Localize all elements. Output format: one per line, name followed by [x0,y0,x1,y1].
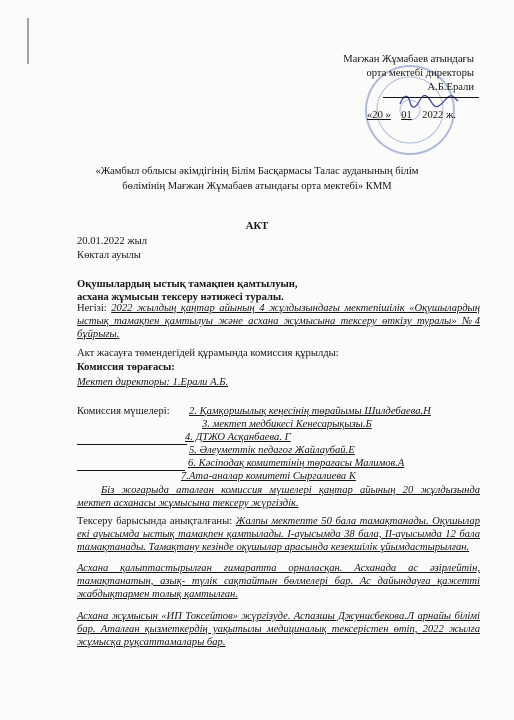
member-item: 3. мектеп медбикесі Кенесарықызы.Б [202,419,372,430]
approval-date-year: 2022 ж. [422,110,456,121]
approval-line-1: Мағжан Жұмабаев атындағы [343,54,474,65]
member-item: 7.Ата-аналар комитеті Сыргалиева К [181,471,356,482]
approval-date [367,110,456,123]
findings-label: Тексеру барысында анықталғаны: [77,516,236,527]
member-underline [77,444,187,445]
scan-edge-mark [27,18,29,64]
subject-line-2: асхана жұмысын тексеру нәтижесі туралы. [77,292,284,303]
chair-value: Мектеп директоры: 1.Ерали А.Б. [77,377,229,388]
members-label: Комиссия мүшелері: [77,406,170,417]
paragraph-staff: Асхана жұмысын «ИП Токсейтов» жүргізуде. Аспазшы Джунисбекова.Л арнайы білімі бар. Аталған қызметкердің уақытылы медициналық тексерістен өтіп, 2022 жылға жұмысқа рұқсаттамалары бар. [77,611,480,648]
approval-director-name: А.Б.Ерали [427,82,474,93]
subject-line-1: Оқушылардың ыстық тамақпен қамтылуын, [77,279,298,290]
findings-text: Жалпы мектепте 50 бала тамақтанады. Оқушылар екі ауысымда ыстық тамақпен қамтылады. I-ауысымда 38 бала, II-ауысымда 12 бала тамақтанады. Тамақтану кезінде оқушылар арасында кезекшілік ұйымдастырылған. [77,516,480,553]
document-date: 20.01.2022 жыл [77,236,148,247]
chair-label: Комиссия төрағасы: [77,362,175,373]
signature-line [383,97,479,98]
document-title: АКТ [245,221,269,232]
member-item: 6. Кәсіподақ комитетінің төрағасы Малимов.А [188,458,405,469]
member-item: 2. Қамқоршылық кеңесінің төрайымы Шилдебаева.Н [189,406,431,417]
paragraph-findings [77,516,480,555]
approval-date-day: «20 » [367,110,391,121]
paragraph-canteen: Асхана қалыптастырылған ғимаратта орналасқан. Асханада ас әзірлейтін, тамақтанатын, азық- түлік сақтайтын бөлмелері бар. Ас дайындауға қажетті жабдықтармен толық қамтылған. [77,563,480,600]
approval-date-month: 01 [401,110,412,121]
member-item: 5. Әлеуметтік педагог Жайлаубай.Е [189,445,355,456]
basis-paragraph [77,303,480,342]
document-place: Көктал ауылы [77,250,141,261]
member-item: 4. ДТЖО Асқанбаева. Г [185,432,291,443]
commission-intro: Акт жасауға төмендегідей құрамында комиссия құрылды: [77,348,339,359]
basis-label: Негізі: [77,303,112,314]
org-header-line-2: бөлімінің Мағжан Жұмабаев атындағы орта мектебі» КММ [122,181,392,192]
org-header-line-1: «Жамбыл облысы әкімдігінің Білім Басқармасы Талас ауданының білім [95,166,419,177]
basis-text: 2022 жылдың қаңтар айының 4 жұлдызындағы мектепішілік «Оқушылардың ыстық тамақпен қамтылуы және асхана жұмысына тексеру өткізу туралы» №4 бұйрығы. [77,303,480,340]
paragraph-inspection: Біз жоғарыда аталған комиссия мүшелері қаңтар айының 20 жұлдызында мектеп асханасы жұмысына тексеру жүргіздік. [77,485,480,509]
approval-line-2: орта мектебі директоры [366,68,474,79]
member-underline [77,470,185,471]
